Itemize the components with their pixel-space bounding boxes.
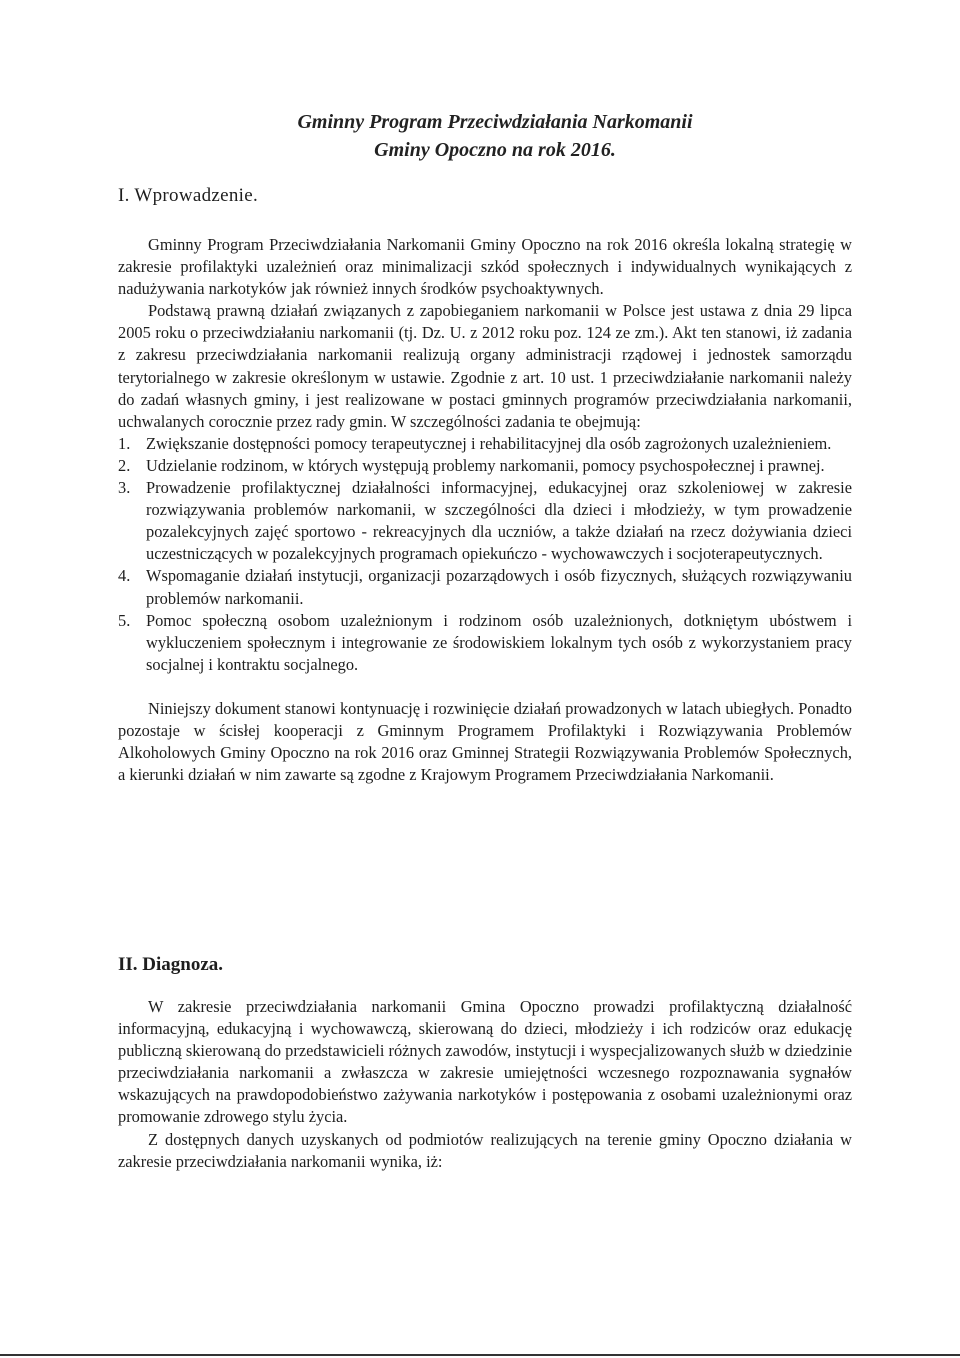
list-item-text: Wspomaganie działań instytucji, organizacji pozarządowych i osób fizycznych, służących rozwiązywaniu problemów narkomanii. bbox=[146, 566, 852, 608]
page-bottom-edge bbox=[0, 1354, 960, 1356]
list-item-text: Zwiększanie dostępności pomocy terapeutycznej i rehabilitacyjnej dla osób zagrożonych uzależnieniem. bbox=[146, 433, 832, 453]
list-item-number: 4. bbox=[118, 566, 131, 586]
list-item bbox=[118, 455, 852, 477]
section-introduction bbox=[118, 234, 852, 786]
tasks-list bbox=[118, 433, 852, 676]
title-line-2: Gminy Opoczno na rok 2016. bbox=[374, 139, 616, 161]
section-diagnosis bbox=[118, 996, 852, 1173]
list-item-text: Prowadzenie profilaktycznej działalności informacyjnej, edukacyjnej oraz szkoleniowej w zakresie rozwiązywania problemów narkomanii, w szczególności dla dzieci i młodzieży, w tym prowadzenie pozalekcyjnych zajęć sportowo - rekreacyjnych dla uczniów, a także działań na rzecz dożywiania dzieci uczestniczących w pozalekcyjnych programach opiekuńczo - wychowawczych i socjoterapeutycznych. bbox=[146, 478, 852, 564]
list-item-number: 1. bbox=[118, 433, 131, 453]
intro-paragraph-3: Niniejszy dokument stanowi kontynuację i rozwinięcie działań prowadzonych w latach ubiegłych. Ponadto pozostaje w ścisłej kooperacji z Gminnym Programem Profilaktyki i Rozwiązywania Problemów Alkoholowych Gminy Opoczno na rok 2016 oraz Gminnej Strategii Rozwiązywania Problemów Społecznych, a kierunki działań w nim zawarte są zgodne z Krajowym Programem Przeciwdziałania Narkomanii. bbox=[118, 698, 852, 785]
section-heading-introduction: I. Wprowadzenie. bbox=[118, 185, 259, 206]
document-title bbox=[0, 108, 960, 164]
intro-paragraph-1: Gminny Program Przeciwdziałania Narkomanii Gminy Opoczno na rok 2016 określa lokalną strategię w zakresie profilaktyki uzależnień oraz minimalizacji szkód społecznych i indywidualnych wynikających z nadużywania narkotyków jak również innych środków psychoaktywnych. bbox=[118, 235, 852, 299]
list-item-text: Udzielanie rodzinom, w których występują problemy narkomanii, pomocy psychospołecznej i prawnej. bbox=[146, 455, 825, 475]
paragraph-gap bbox=[118, 676, 852, 698]
list-item bbox=[118, 565, 852, 609]
list-item-number: 3. bbox=[118, 478, 131, 498]
intro-paragraph-2: Podstawą prawną działań związanych z zapobieganiem narkomanii w Polsce jest ustawa z dnia 29 lipca 2005 roku o przeciwdziałaniu narkomanii (tj. Dz. U. z 2012 roku poz. 124 ze zm.). Akt ten stanowi, iż zadania z zakresu przeciwdziałania narkomanii realizują organy administracji rządowej i jednostek samorządu terytorialnego w zakresie określonym w ustawie. Zgodnie z art. 10 ust. 1 przeciwdziałanie narkomanii należy do zadań własnych gminy, i jest realizowane w postaci gminnych programów przeciwdziałania narkomanii, uchwalanych corocznie przez rady gmin. W szczególności zadania te obejmują: bbox=[118, 301, 852, 431]
list-item-number: 5. bbox=[118, 610, 131, 630]
list-item bbox=[118, 433, 852, 455]
diagnosis-paragraph-1: W zakresie przeciwdziałania narkomanii Gmina Opoczno prowadzi profilaktyczną działalność informacyjną, edukacyjną i wychowawczą, skierowaną do dzieci, młodzieży i ich rodziców oraz edukację publiczną skierowaną do przedstawicieli różnych zawodów, instytucji i wyspecjalizowanych służb w dziedzinie przeciwdziałania narkomanii a zwłaszcza w zakresie umiejętności wczesnego rozpoznawania sygnałów wskazujących na prawdopodobieństwo zażywania narkotyków i postępowania z osobami uzależnionymi oraz promowanie zdrowego stylu życia. bbox=[118, 997, 852, 1127]
list-item bbox=[118, 477, 852, 565]
list-item-text: Pomoc społeczną osobom uzależnionym i rodzinom osób uzależnionych, dotkniętym ubóstwem i wykluczeniem społecznym i integrowanie ze środowiskiem lokalnym tych osób z wykorzystaniem pracy socjalnej i kontraktu socjalnego. bbox=[146, 610, 852, 674]
list-item bbox=[118, 610, 852, 676]
section-heading-diagnosis: II. Diagnoza. bbox=[118, 954, 224, 975]
diagnosis-paragraph-2: Z dostępnych danych uzyskanych od podmiotów realizujących na terenie gminy Opoczno działania w zakresie przeciwdziałania narkomanii wynika, iż: bbox=[118, 1129, 852, 1171]
title-line-1: Gminny Program Przeciwdziałania Narkomanii bbox=[297, 111, 693, 133]
list-item-number: 2. bbox=[118, 455, 131, 475]
